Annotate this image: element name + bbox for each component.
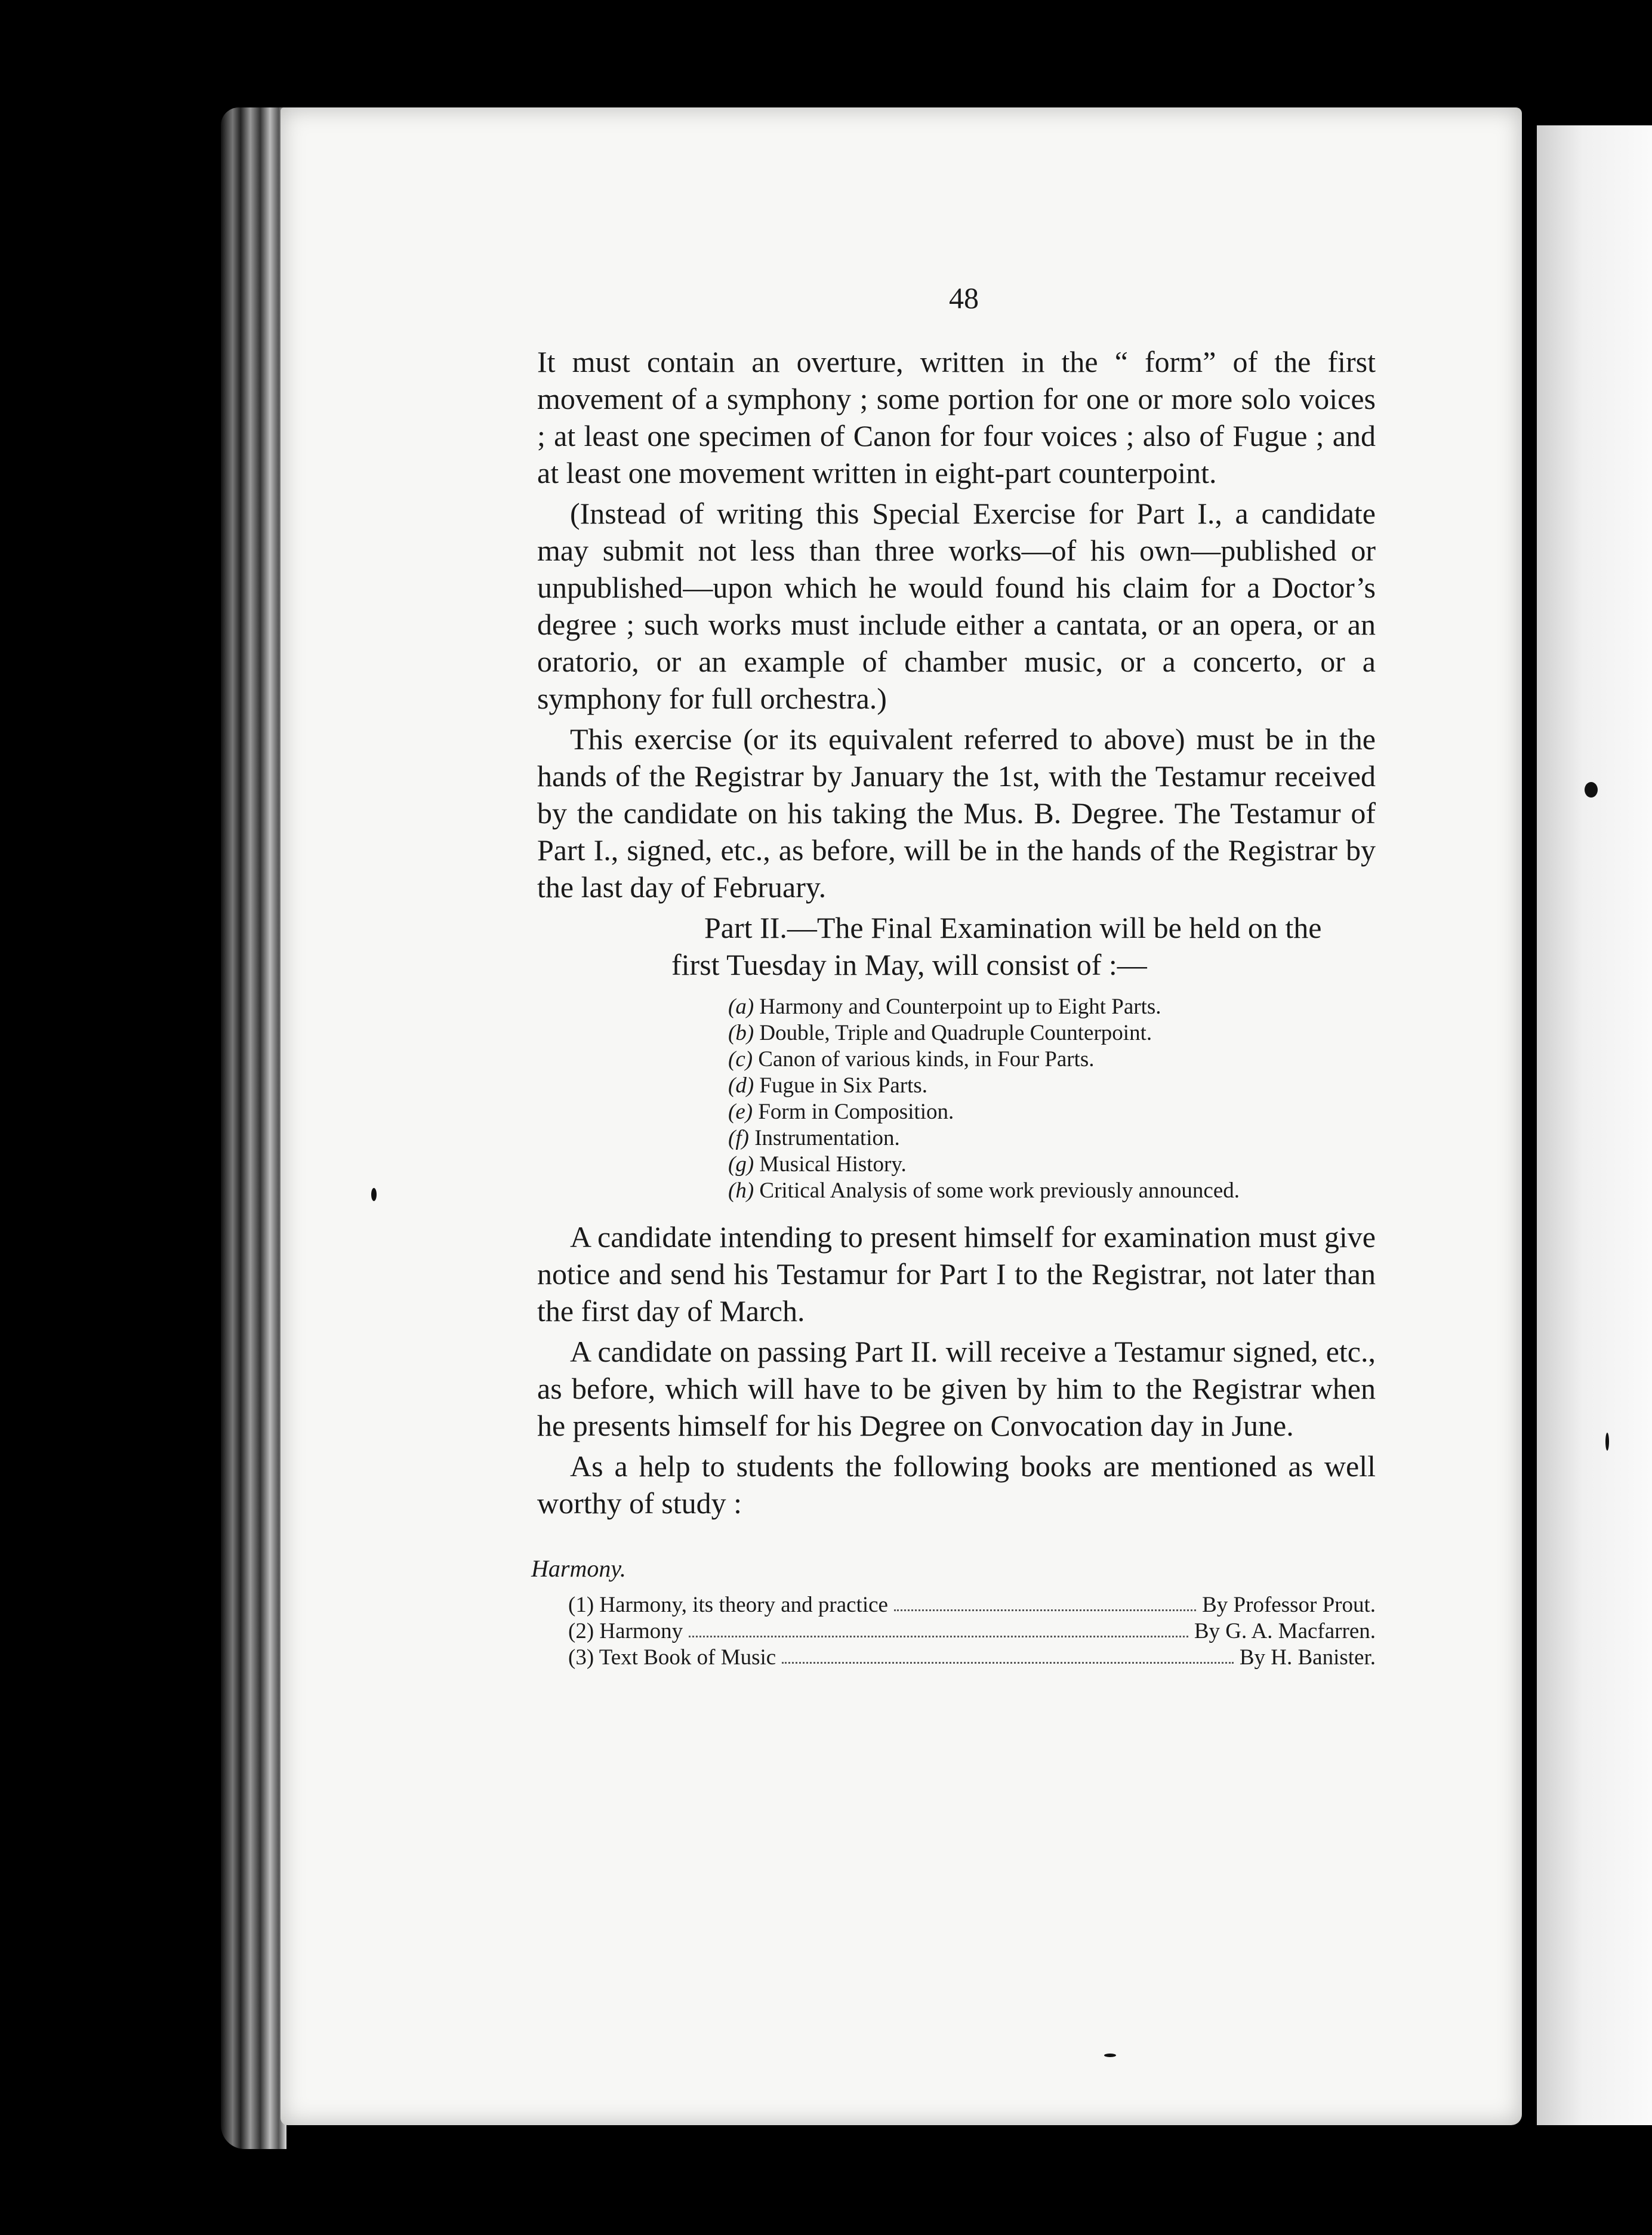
item-text: Instrumentation.	[754, 1126, 900, 1150]
page-number: 48	[949, 281, 979, 315]
examination-subjects-list	[728, 994, 1376, 1204]
list-item	[728, 1178, 1376, 1204]
paragraph: As a help to students the following books are mentioned as well worthy of study :	[537, 1449, 1376, 1520]
leader-dots	[894, 1592, 1196, 1611]
item-text: Form in Composition.	[758, 1100, 954, 1124]
item-text: Fugue in Six Parts.	[759, 1073, 928, 1098]
leader-dots	[689, 1618, 1188, 1637]
recommended-books-list	[568, 1592, 1376, 1671]
item-text: Musical History.	[759, 1152, 907, 1177]
book-title: (1) Harmony, its theory and practice	[568, 1593, 888, 1617]
item-letter: (c)	[728, 1047, 753, 1072]
item-letter: (e)	[728, 1100, 753, 1124]
item-letter: (h)	[728, 1178, 754, 1203]
paragraph: A candidate intending to present himself for examination must give notice and send his Testamur for Part I to the Registrar, not later than the first day of March.	[537, 1220, 1376, 1328]
book-title: (2) Harmony	[568, 1619, 683, 1643]
paragraph: (Instead of writing this Special Exercise for Part I., a candidate may submit not less than three works—of his own—published or unpublished—upon which he would found his claim for a Doctor’s degree ; such works must include either a cantata, or an opera, or an oratorio, or an example of chamber music, or a concerto, or a symphony for full orchestra.)	[537, 497, 1376, 715]
item-letter: (f)	[728, 1126, 749, 1150]
ink-speck	[1104, 2054, 1116, 2057]
paragraph: It must contain an overture, written in the “ form” of the first movement of a symphony ; some portion for one or more solo voices ; at least one specimen of Canon for four voices ; also of Fugue ; and at least one movement written in eight-part counterpoint.	[537, 345, 1376, 490]
book-title: (3) Text Book of Music	[568, 1645, 776, 1670]
book-binding	[221, 107, 286, 2149]
list-item	[728, 994, 1376, 1020]
ink-speck	[1585, 782, 1598, 798]
item-text: Critical Analysis of some work previously announced.	[759, 1178, 1240, 1203]
list-item	[728, 1125, 1376, 1152]
paragraph: A candidate on passing Part II. will receive a Testamur signed, etc., as before, which will have to be given by him to the Registrar when he presents himself for his Degree on Convocation day in June.	[537, 1335, 1376, 1442]
book-author: By Professor Prout.	[1202, 1593, 1376, 1617]
book-author: By G. A. Macfarren.	[1194, 1619, 1376, 1643]
item-letter: (g)	[728, 1152, 754, 1177]
item-text: Canon of various kinds, in Four Parts.	[758, 1047, 1095, 1072]
item-text: Harmony and Counterpoint up to Eight Parts.	[759, 995, 1161, 1019]
leader-dots	[782, 1645, 1234, 1664]
ink-speck	[371, 1188, 377, 1201]
book-entry	[568, 1618, 1376, 1645]
list-item	[728, 1020, 1376, 1046]
item-letter: (b)	[728, 1021, 754, 1045]
book-entry	[568, 1592, 1376, 1618]
list-item	[728, 1073, 1376, 1099]
item-text: Double, Triple and Quadruple Counterpoint.	[759, 1021, 1152, 1045]
books-heading: Harmony.	[531, 1555, 626, 1582]
page-body	[531, 343, 1376, 1671]
ink-speck	[1605, 1433, 1609, 1451]
book-author: By H. Banister.	[1239, 1645, 1376, 1670]
book-entry	[568, 1645, 1376, 1671]
next-page-edge	[1537, 125, 1652, 2125]
item-letter: (d)	[728, 1073, 754, 1098]
item-letter: (a)	[728, 995, 754, 1019]
part-two-intro: Part II.—The Final Examination will be held on the first Tuesday in May, will consist of :—	[671, 911, 1322, 981]
list-item	[728, 1046, 1376, 1073]
paragraph: This exercise (or its equivalent referred to above) must be in the hands of the Registrar by January the 1st, with the Testamur received by the candidate on his taking the Mus. B. Degree. The Testamur of Part I., signed, etc., as before, will be in the hands of the Registrar by the last day of February.	[537, 722, 1376, 904]
list-item	[728, 1099, 1376, 1125]
list-item	[728, 1152, 1376, 1178]
